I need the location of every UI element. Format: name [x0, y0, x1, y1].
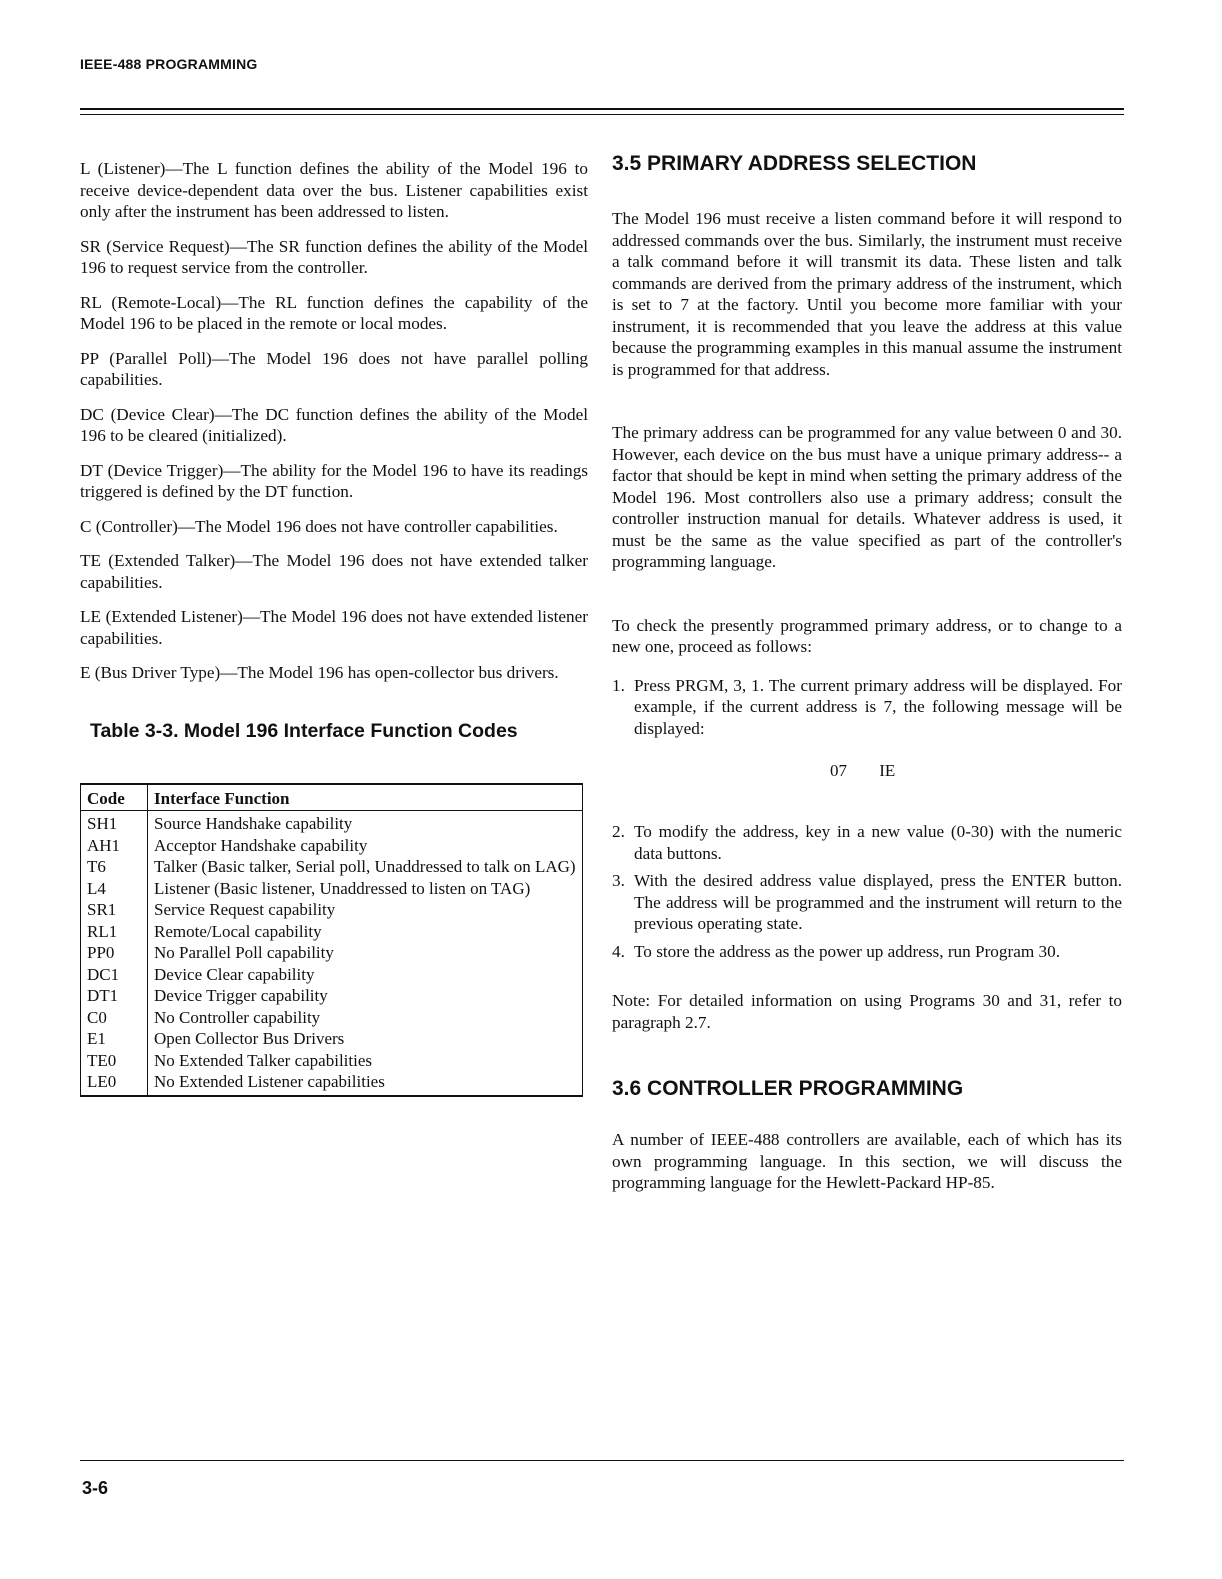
- address-steps-list-continued: [612, 821, 1122, 962]
- address-steps-list: [612, 675, 1122, 740]
- table-row: [81, 964, 583, 986]
- step-number: 3.: [612, 871, 625, 890]
- table-row: [81, 1007, 583, 1029]
- interface-function-table: [80, 783, 583, 1097]
- table-cell-function: No Parallel Poll capability: [148, 942, 583, 964]
- table-row: [81, 835, 583, 857]
- programs-note: Note: For detailed information on using Programs 30 and 31, refer to paragraph 2.7.: [612, 991, 1122, 1032]
- table-row: [81, 856, 583, 878]
- table-row: [81, 899, 583, 921]
- footer-rule: [80, 1460, 1124, 1461]
- table-cell-function: Device Trigger capability: [148, 985, 583, 1007]
- right-column: [612, 152, 1122, 1207]
- table-cell-code: L4: [81, 878, 148, 900]
- table-cell-code: TE0: [81, 1050, 148, 1072]
- table-cell-code: SH1: [81, 811, 148, 835]
- table-header-row: [81, 784, 583, 811]
- table-cell-code: DC1: [81, 964, 148, 986]
- check-address-paragraph: To check the presently programmed primary address, or to change to a new one, proceed as follows:: [612, 615, 1122, 656]
- device-clear-paragraph: DC (Device Clear)—The DC function defines the ability of the Model 196 to be cleared (initialized).: [80, 404, 588, 445]
- table-cell-function: No Controller capability: [148, 1007, 583, 1029]
- step-item: [612, 870, 1122, 935]
- table-cell-code: C0: [81, 1007, 148, 1029]
- table-row: [81, 1050, 583, 1072]
- section-heading-primary-address: 3.5 PRIMARY ADDRESS SELECTION: [612, 152, 977, 175]
- table-cell-function: Device Clear capability: [148, 964, 583, 986]
- page-header-title: IEEE-488 PROGRAMMING: [80, 56, 258, 72]
- table-cell-code: SR1: [81, 899, 148, 921]
- table-cell-code: DT1: [81, 985, 148, 1007]
- table-row: [81, 1071, 583, 1096]
- step-text: To store the address as the power up address, run Program 30.: [634, 941, 1060, 961]
- remote-local-paragraph: RL (Remote-Local)—The RL function defines the capability of the Model 196 to be placed in the remote or local modes.: [80, 292, 588, 333]
- step-text: To modify the address, key in a new value (0-30) with the numeric data buttons.: [634, 822, 1122, 863]
- step-number: 1.: [612, 675, 625, 695]
- table-row: [81, 942, 583, 964]
- extended-talker-paragraph: TE (Extended Talker)—The Model 196 does not have extended talker capabilities.: [80, 551, 588, 592]
- step-item: [612, 675, 1122, 740]
- table-cell-code: PP0: [81, 942, 148, 964]
- table-cell-function: Remote/Local capability: [148, 921, 583, 943]
- display-message: 07 IE: [830, 761, 896, 780]
- table-row: [81, 878, 583, 900]
- table-row: [81, 921, 583, 943]
- table-cell-function: No Extended Talker capabilities: [148, 1050, 583, 1072]
- table-header-function: Interface Function: [148, 784, 583, 811]
- service-request-paragraph: SR (Service Request)—The SR function defines the ability of the Model 196 to request service from the controller.: [80, 236, 588, 277]
- step-text: Press PRGM, 3, 1. The current primary address will be displayed. For example, if the current address is 7, the following message will be displayed:: [634, 675, 1122, 738]
- table-cell-function: No Extended Listener capabilities: [148, 1071, 583, 1096]
- step-item: [612, 941, 1122, 963]
- header-rule-thick: [80, 108, 1124, 110]
- table-header-code: Code: [81, 784, 148, 811]
- primary-address-intro-paragraph: The Model 196 must receive a listen command before it will respond to addressed commands over the bus. Similarly, the instrument must receive a talk command before it will transmit its data. These listen and talk commands are derived from the primary address of the instrument, which is set to 7 at the factory. Until you become more familiar with your instrument, it is recommended that you leave the address at this value because the programming examples in this manual assume the instrument is programmed for that address.: [612, 209, 1122, 379]
- left-column: [80, 158, 588, 1097]
- table-title: Table 3-3. Model 196 Interface Function Codes: [90, 719, 518, 742]
- table-cell-code: LE0: [81, 1071, 148, 1096]
- listener-paragraph: L (Listener)—The L function defines the ability of the Model 196 to receive device-dependent data over the bus. Listener capabilities exist only after the instrument has been addressed to listen.: [80, 159, 588, 221]
- step-number: 4.: [612, 941, 625, 961]
- table-cell-function: Acceptor Handshake capability: [148, 835, 583, 857]
- controller-paragraph: C (Controller)—The Model 196 does not have controller capabilities.: [80, 516, 558, 536]
- table-cell-code: T6: [81, 856, 148, 878]
- header-rule-thin: [80, 114, 1124, 115]
- step-text: With the desired address value displayed, press the ENTER button. The address will be programmed and the instrument will return to the previous operating state.: [634, 871, 1122, 933]
- table-cell-function: Open Collector Bus Drivers: [148, 1028, 583, 1050]
- extended-listener-paragraph: LE (Extended Listener)—The Model 196 does not have extended listener capabilities.: [80, 607, 588, 648]
- table-cell-function: Source Handshake capability: [148, 811, 583, 835]
- table-row: [81, 1028, 583, 1050]
- table-cell-function: Listener (Basic listener, Unaddressed to listen on TAG): [148, 878, 583, 900]
- table-cell-function: Service Request capability: [148, 899, 583, 921]
- table-cell-function: Talker (Basic talker, Serial poll, Unaddressed to talk on LAG): [148, 856, 583, 878]
- table-row: [81, 985, 583, 1007]
- table-cell-code: RL1: [81, 921, 148, 943]
- step-item: [612, 821, 1122, 864]
- table-cell-code: E1: [81, 1028, 148, 1050]
- table-cell-code: AH1: [81, 835, 148, 857]
- step-number: 2.: [612, 822, 625, 841]
- parallel-poll-paragraph: PP (Parallel Poll)—The Model 196 does not have parallel polling capabilities.: [80, 348, 588, 389]
- controller-programming-paragraph: A number of IEEE-488 controllers are available, each of which has its own programming language. In this section, we will discuss the programming language for the Hewlett-Packard HP-85.: [612, 1130, 1122, 1192]
- primary-address-range-paragraph: The primary address can be programmed for any value between 0 and 30. However, each device on the bus must have a unique primary address-- a factor that should be kept in mind when setting the primary address of the Model 196. Most controllers also use a primary address; consult the controller instruction manual for details. Whatever address is used, it must be the same as the value specified as part of the controller's programming language.: [612, 423, 1122, 571]
- page-number: 3-6: [82, 1478, 109, 1498]
- bus-driver-paragraph: E (Bus Driver Type)—The Model 196 has open-collector bus drivers.: [80, 663, 559, 682]
- section-heading-controller-programming: 3.6 CONTROLLER PROGRAMMING: [612, 1077, 964, 1100]
- device-trigger-paragraph: DT (Device Trigger)—The ability for the Model 196 to have its readings triggered is defined by the DT function.: [80, 460, 588, 501]
- table-row: [81, 811, 583, 835]
